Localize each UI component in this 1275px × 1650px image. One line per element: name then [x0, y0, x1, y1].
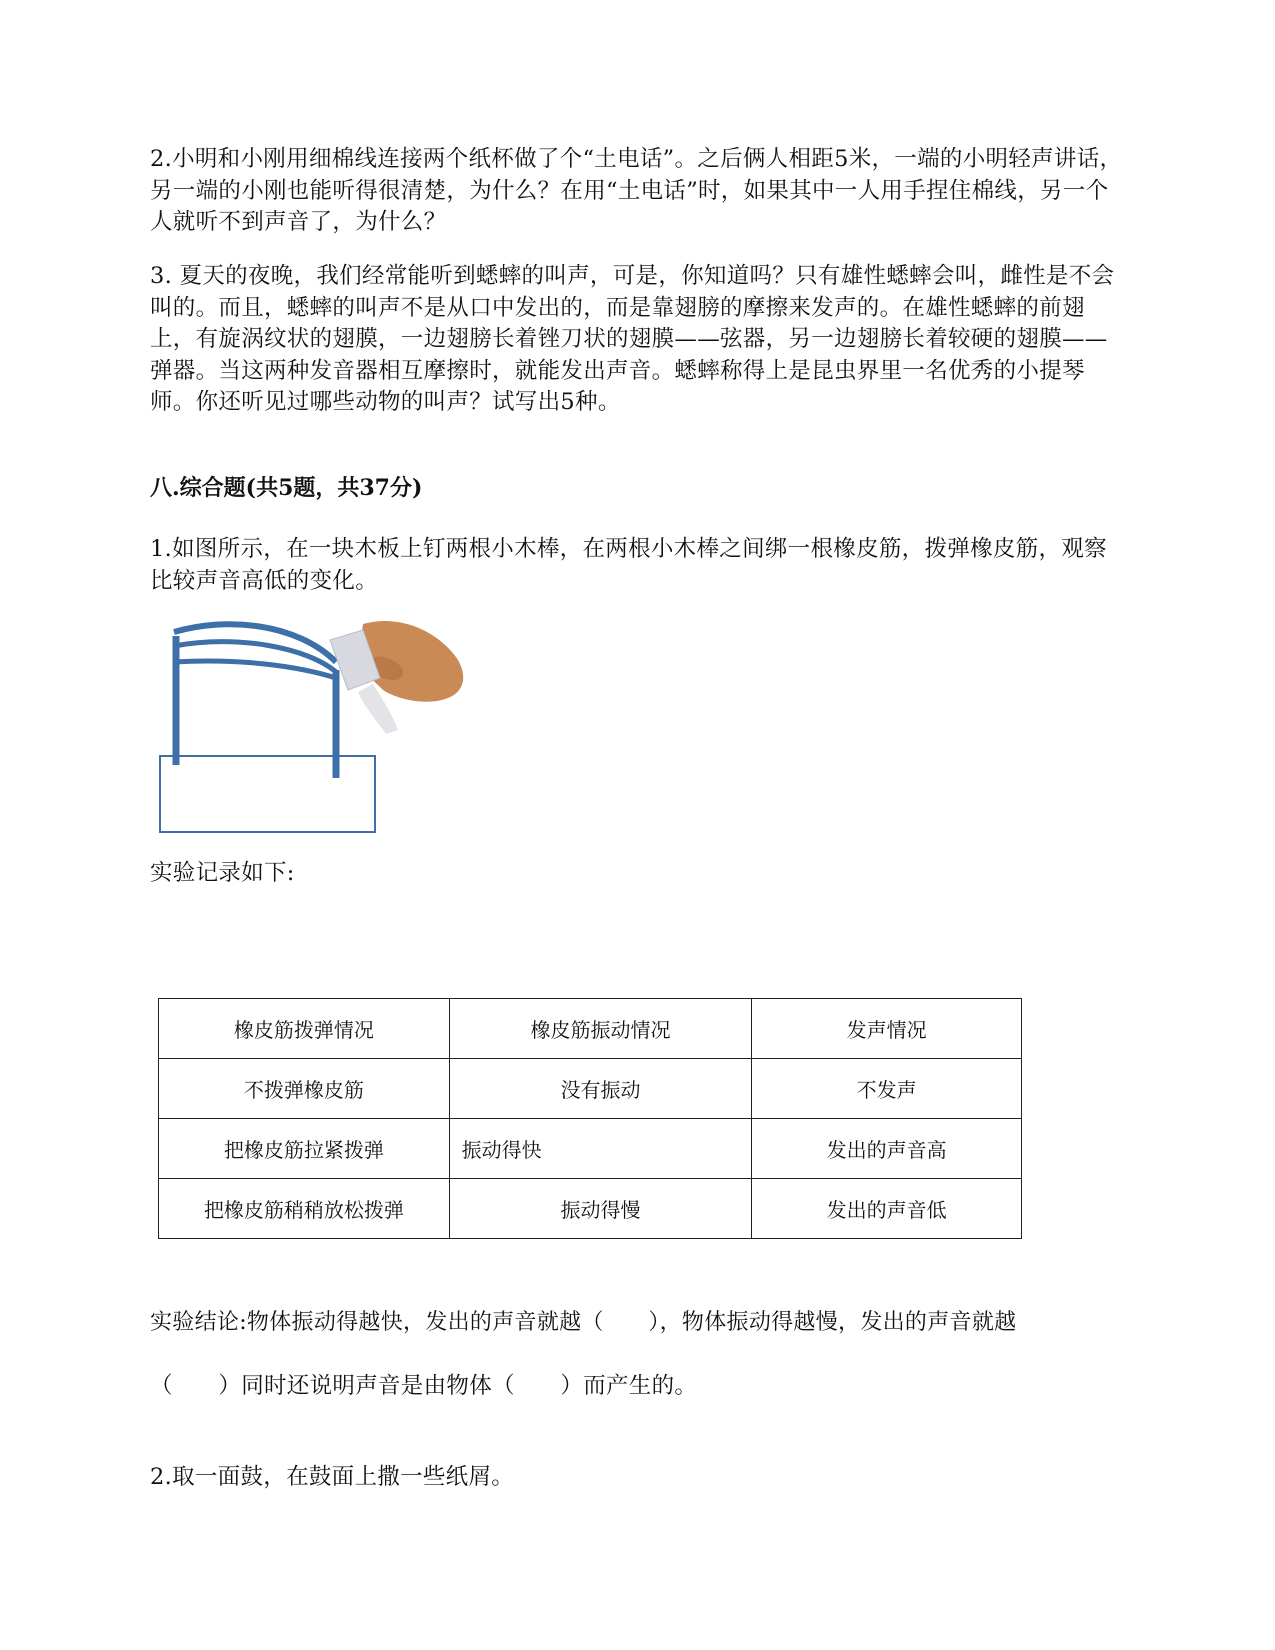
- table-row: [159, 1119, 1022, 1179]
- table-cell: 发出的声音高: [752, 1119, 1022, 1179]
- wooden-board: [160, 756, 375, 832]
- table-header-cell: 橡皮筋振动情况: [449, 999, 752, 1059]
- table-row: [159, 1179, 1022, 1239]
- experiment-record-table: [158, 998, 1022, 1239]
- rubber-band-bottom: [174, 661, 336, 678]
- table-cell: 把橡皮筋稍稍放松拨弹: [159, 1179, 450, 1239]
- table-header-cell: 橡皮筋拨弹情况: [159, 999, 450, 1059]
- comprehensive-question-1-text: 1.如图所示，在一块木板上钉两根小木棒，在两根小木棒之间绑一根橡皮筋，拨弹橡皮筋，观察比较声音高低的变化。: [150, 536, 1107, 594]
- section-heading: 八.综合题(共5题，共37分): [150, 475, 423, 501]
- table-header-cell: 发声情况: [752, 999, 1022, 1059]
- table-cell: 不拨弹橡皮筋: [159, 1059, 450, 1119]
- table-cell: 不发声: [752, 1059, 1022, 1119]
- conclusion-line-2: （ ）同时还说明声音是由物体（ ）而产生的。: [150, 1373, 698, 1399]
- question-2-text: 2.小明和小刚用细棉线连接两个纸杯做了个“土电话”。之后俩人相距5米，一端的小明轻声讲话，另一端的小刚也能听得很清楚，为什么？在用“土电话”时，如果其中一人用手捏住棉线，另一个人就听不到声音了，为什么？: [150, 146, 1123, 235]
- table-cell: 没有振动: [449, 1059, 752, 1119]
- rubber-band-experiment-figure: [158, 620, 498, 850]
- table-cell: 振动得慢: [449, 1179, 752, 1239]
- table-row: [159, 1059, 1022, 1119]
- table-cell: 振动得快: [449, 1119, 752, 1179]
- record-intro: 实验记录如下:: [150, 860, 295, 886]
- hand-icon: [330, 621, 463, 734]
- table-cell: 把橡皮筋拉紧拨弹: [159, 1119, 450, 1179]
- conclusion-line-1: 实验结论:物体振动得越快，发出的声音就越（ ），物体振动得越慢，发出的声音就越: [150, 1310, 1017, 1335]
- question-3-text: 3. 夏天的夜晚，我们经常能听到蟋蟀的叫声，可是，你知道吗？只有雄性蟋蟀会叫，雌性是不会叫的。而且，蟋蟀的叫声不是从口中发出的，而是靠翅膀的摩擦来发声的。在雄性蟋蟀的前翅上，有旋涡纹状的翅膜，一边翅膀长着锉刀状的翅膜——弦器，另一边翅膀长着较硬的翅膜——弹器。当这两种发音器相互摩擦时，就能发出声音。蟋蟀称得上是昆虫界里一名优秀的小提琴师。你还听见过哪些动物的叫声？试写出5种。: [150, 263, 1115, 415]
- table-header-row: [159, 999, 1022, 1059]
- comprehensive-question-2-text: 2.取一面鼓，在鼓面上撒一些纸屑。: [150, 1464, 515, 1490]
- table-cell: 发出的声音低: [752, 1179, 1022, 1239]
